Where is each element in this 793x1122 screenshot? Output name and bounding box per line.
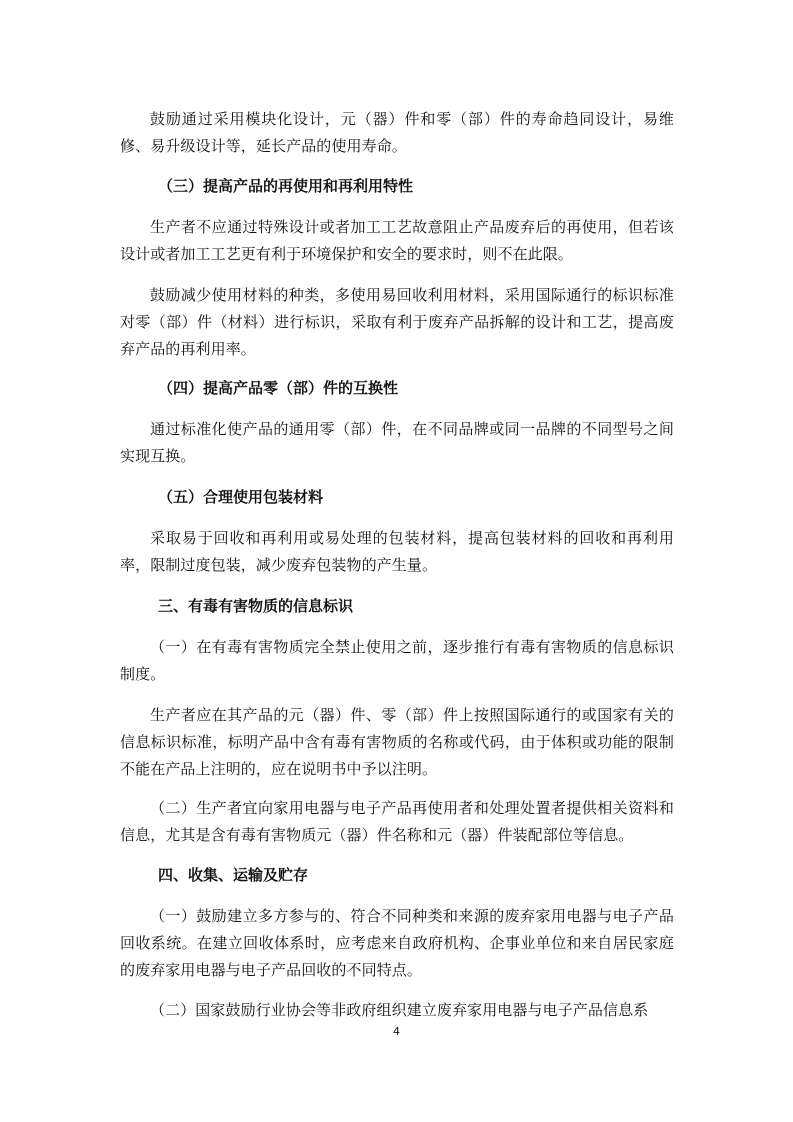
paragraph-producer-labeling: 生产者应在其产品的元（器）件、零（部）件上按照国际通行的或国家有关的信息标识标准，标明产品中含有毒有害物质的名称或代码，由于体积或功能的限制不能在产品上注明的，应在说明书中予以注明。: [120, 706, 674, 778]
paragraph-labeling-system: （一）在有毒有害物质完全禁止使用之前，逐步推行有毒有害物质的信息标识制度。: [120, 638, 674, 683]
section-heading-collection: 四、收集、运输及贮存: [158, 866, 309, 884]
paragraph-interchangeability: 通过标准化使产品的通用零（部）件，在不同品牌或同一品牌的不同型号之间实现互换。: [120, 420, 674, 465]
paragraph-reuse-restriction: 生产者不应通过特殊设计或者加工工艺故意阻止产品废弃后的再使用，但若该设计或者加工工艺更有利于环境保护和安全的要求时，则不在此限。: [120, 218, 674, 263]
page-number: 4: [393, 1025, 400, 1038]
paragraph-material-marking: 鼓励减少使用材料的种类，多使用易回收利用材料，采用国际通行的标识标准对零（部）件（材料）进行标识，采取有利于废弃产品拆解的设计和工艺，提高废弃产品的再利用率。: [120, 286, 674, 358]
paragraph-packaging: 采取易于回收和再利用或易处理的包装材料，提高包装材料的回收和再利用率，限制过度包装，减少废弃包装物的产生量。: [120, 529, 674, 574]
paragraph-recycling-system: （一）鼓励建立多方参与的、符合不同种类和来源的废弃家用电器与电子产品回收系统。在建立回收体系时，应考虑来自政府机构、企事业单位和来自居民家庭的废弃家用电器与电子产品回收的不同特点。: [120, 907, 674, 979]
paragraph-modular-design: 鼓励通过采用模块化设计，元（器）件和零（部）件的寿命趋同设计，易维修、易升级设计等，延长产品的使用寿命。: [120, 110, 674, 155]
paragraph-information-system: （二）国家鼓励行业协会等非政府组织建立废弃家用电器与电子产品信息系: [150, 1001, 649, 1019]
section-heading-toxic-info: 三、有毒有害物质的信息标识: [158, 597, 354, 615]
section-heading-4: （四）提高产品零（部）件的互换性: [158, 379, 399, 397]
section-heading-5: （五）合理使用包装材料: [158, 488, 324, 506]
paragraph-provide-information: （二）生产者宜向家用电器与电子产品再使用者和处理处置者提供相关资料和信息，尤其是含有毒有害物质元（器）件名称和元（器）件装配部位等信息。: [120, 799, 674, 844]
section-heading-3: （三）提高产品的再使用和再利用特性: [158, 177, 414, 195]
